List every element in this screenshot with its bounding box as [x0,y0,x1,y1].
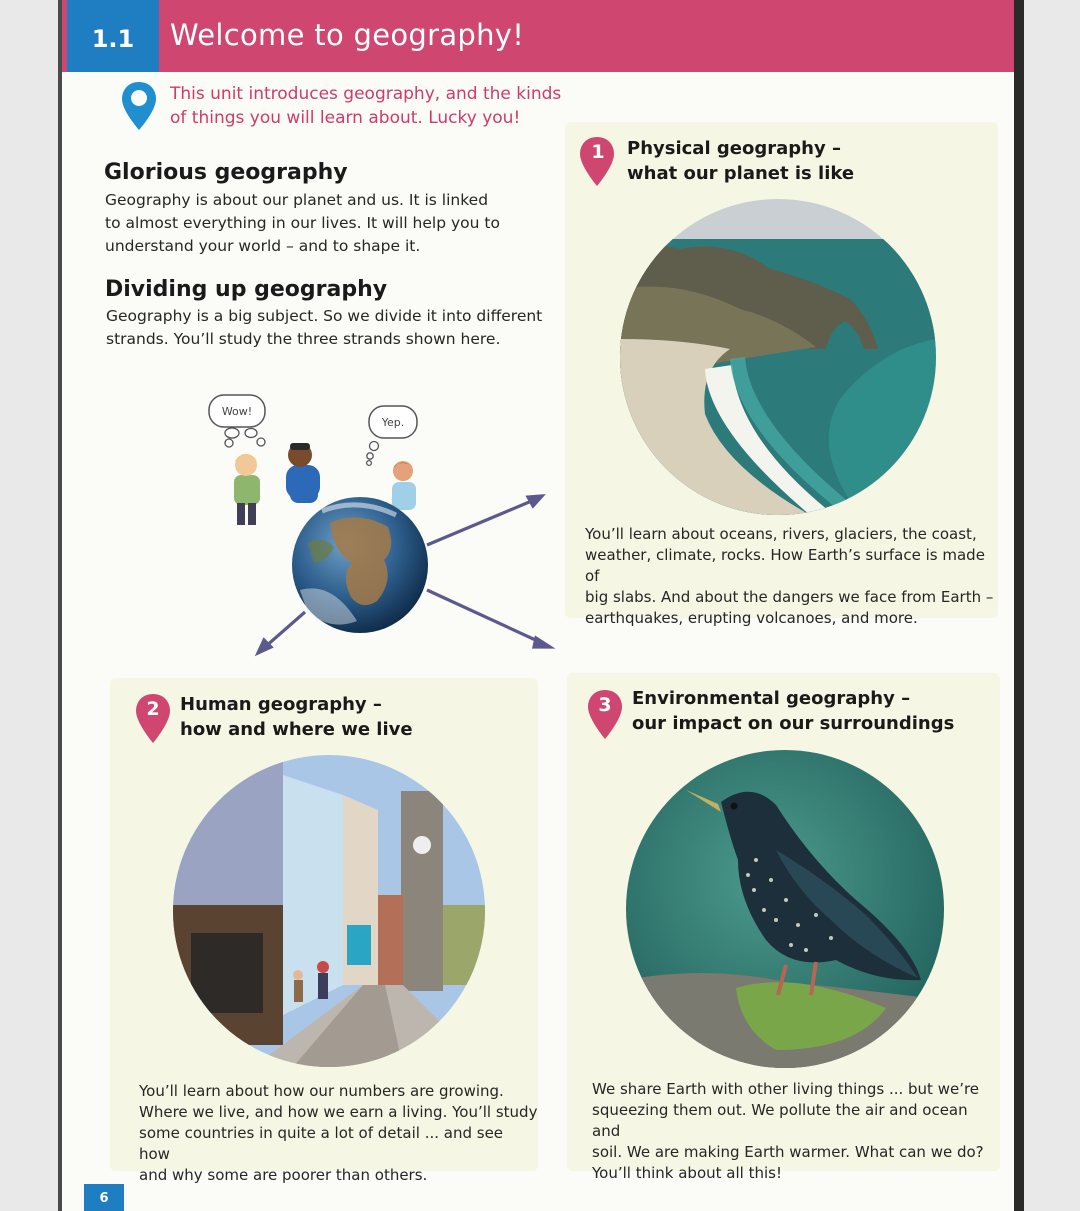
svg-text:Wow!: Wow! [221,405,253,418]
textbook-page [62,0,1014,1211]
unit-intro: This unit introduces geography, and the kinds of things you will learn about. Lucky you! [170,84,562,128]
physical-geography-card: 1 Physical geography – what our planet is like You’ll learn about oceans, rivers, glaciers, the coast, weather, climate, rocks. How Earth’s surface is made of big slabs. And about the dangers we face from Earth – earthquakes, erupting volcanoes, and more. [565,122,998,618]
glorious-geography-text: Geography is about our planet and us. It is linked to almost everything in our lives. It will help you to understand your world – and to shape it. [105,191,500,255]
human-geography-card: 2 Human geography – how and where we live You’ll learn about how our numbers are growing. Where we live, and how we earn a living. You’ll study some countries in quite a lot of detail ... and see how and why some are poorer than others. [110,678,538,1171]
earth-illustration [182,385,562,660]
coast-photo [620,199,936,515]
glorious-geography-heading: Glorious geography [104,160,348,185]
thought-bubble-wow [209,395,265,447]
unit-banner [62,0,1014,72]
human-geography-text: You’ll learn about how our numbers are growing. Where we live, and how we earn a living. You’ll study some countries in quite a lot of detail ... and see how and why some are poorer than others. [139,1082,538,1184]
environmental-geography-text: We share Earth with other living things ... but we’re squeezing them out. We pollute the air and ocean and soil. We are making Earth warmer. What can we do? You’ll think about all this! [592,1080,984,1182]
physical-geography-title: Physical geography – what our planet is like [627,138,855,184]
dividing-geography-text: Geography is a big subject. So we divide it into different strands. You’ll study the three strands shown here. [106,307,543,348]
environmental-geography-title: Environmental geography – our impact on our surroundings [632,688,955,734]
street-photo [173,755,485,1067]
environmental-geography-card: 3 Environmental geography – our impact on our surroundings We share Earth with other living things ... but we’re squeezing them out. We pollute the air and ocean and soil. We are making Earth warmer. What can we do? You’ll think about all this! [567,673,1000,1171]
location-pin-icon [120,80,158,132]
physical-geography-text: You’ll learn about oceans, rivers, glaciers, the coast, weather, climate, rocks. How Earth’s surface is made of big slabs. And about the dangers we face from Earth – earthquakes, erupting volcanoes, and more. [585,525,994,627]
page-edge [1014,0,1024,1211]
thought-bubble-yep [367,406,417,465]
bird-photo [626,750,944,1068]
human-geography-title: Human geography – how and where we live [180,694,413,740]
dividing-geography-heading: Dividing up geography [105,277,388,302]
unit-number: 1.1 [67,0,159,72]
page-number: 6 [84,1184,124,1211]
svg-text:Yep.: Yep. [381,416,405,429]
unit-title: Welcome to geography! [170,18,525,52]
